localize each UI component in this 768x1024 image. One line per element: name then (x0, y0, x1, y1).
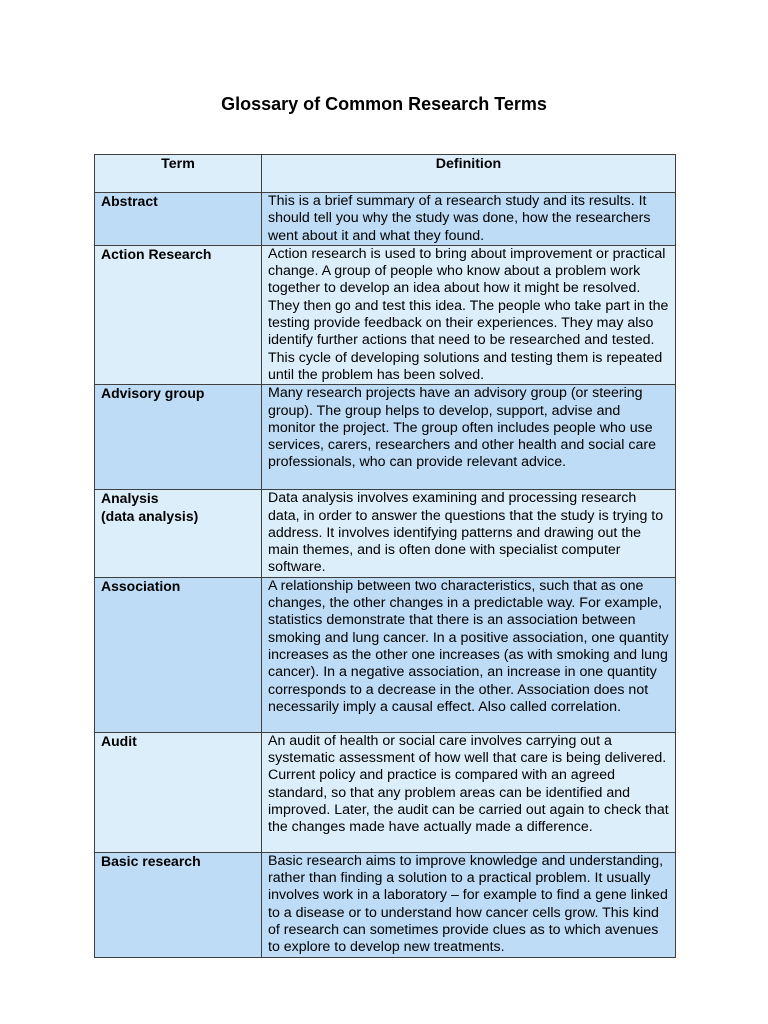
table-row (95, 577, 676, 732)
term-cell (95, 490, 262, 577)
definition-cell: This is a brief summary of a research study and its results. It should tell you why the study was done, how the researchers went about it and what they found. (262, 193, 676, 246)
term-cell (95, 577, 262, 732)
term-text: Action Research (101, 245, 212, 262)
definition-cell: Many research projects have an advisory group (or steering group). The group helps to develop, support, advise and monitor the project. The group often includes people who use services, carers, researchers and other health and social care professionals, who can provide relevant advice. (262, 385, 676, 490)
definition-cell: Data analysis involves examining and processing research data, in order to answer the questions that the study is trying to address. It involves identifying patterns and drawing out the main themes, and is often done with specialist computer software. (262, 490, 676, 577)
term-cell (95, 245, 262, 384)
term-cell (95, 732, 262, 852)
term-text: Abstract (101, 193, 158, 209)
table-row (95, 490, 676, 577)
page-title: Glossary of Common Research Terms (221, 94, 547, 114)
table-row (95, 385, 676, 490)
definition-cell: Action research is used to bring about improvement or practical change. A group of people who know about a problem work together to develop an idea about how it might be resolved. They then go and test this idea. The people who take part in the testing provide feedback on their experiences. They may also identify further actions that need to be researched and tested. This cycle of developing solutions and testing them is repeated until the problem has been solved. (262, 245, 676, 384)
term-text: Basic research (101, 852, 201, 869)
term-text: Advisory group (101, 385, 205, 402)
table-row (95, 732, 676, 852)
term-cell (95, 852, 262, 957)
term-text: Analysis (101, 490, 159, 507)
term-text: Association (101, 577, 181, 594)
term-text-secondary: (data analysis) (101, 507, 199, 524)
column-header-term: Term (95, 155, 262, 193)
term-cell (95, 193, 262, 246)
definition-cell: A relationship between two characteristics, such that as one changes, the other changes in a predictable way. For example, statistics demonstrate that there is an association between smoking and lung cancer. In a positive association, one quantity increases as the other one increases (as with smoking and lung cancer). In a negative association, an increase in one quantity corresponds to a decrease in the other. Association does not necessarily imply a causal effect. Also called correlation. (262, 577, 676, 732)
definition-cell: An audit of health or social care involves carrying out a systematic assessment of how well that care is being delivered. Current policy and practice is compared with an agreed standard, so that any problem areas can be identified and improved. Later, the audit can be carried out again to check that the changes made have actually made a difference. (262, 732, 676, 852)
table-row (95, 852, 676, 957)
table-row (95, 193, 676, 246)
table-header-row (95, 155, 676, 193)
table-row (95, 245, 676, 384)
term-cell (95, 385, 262, 490)
definition-cell: Basic research aims to improve knowledge and understanding, rather than finding a solution to a practical problem. It usually involves work in a laboratory – for example to find a gene linked to a disease or to understand how cancer cells grow. This kind of research can sometimes provide clues as to which avenues to explore to develop new treatments. (262, 852, 676, 957)
column-header-definition: Definition (262, 155, 676, 193)
term-text: Audit (101, 732, 137, 749)
glossary-table (94, 154, 676, 958)
